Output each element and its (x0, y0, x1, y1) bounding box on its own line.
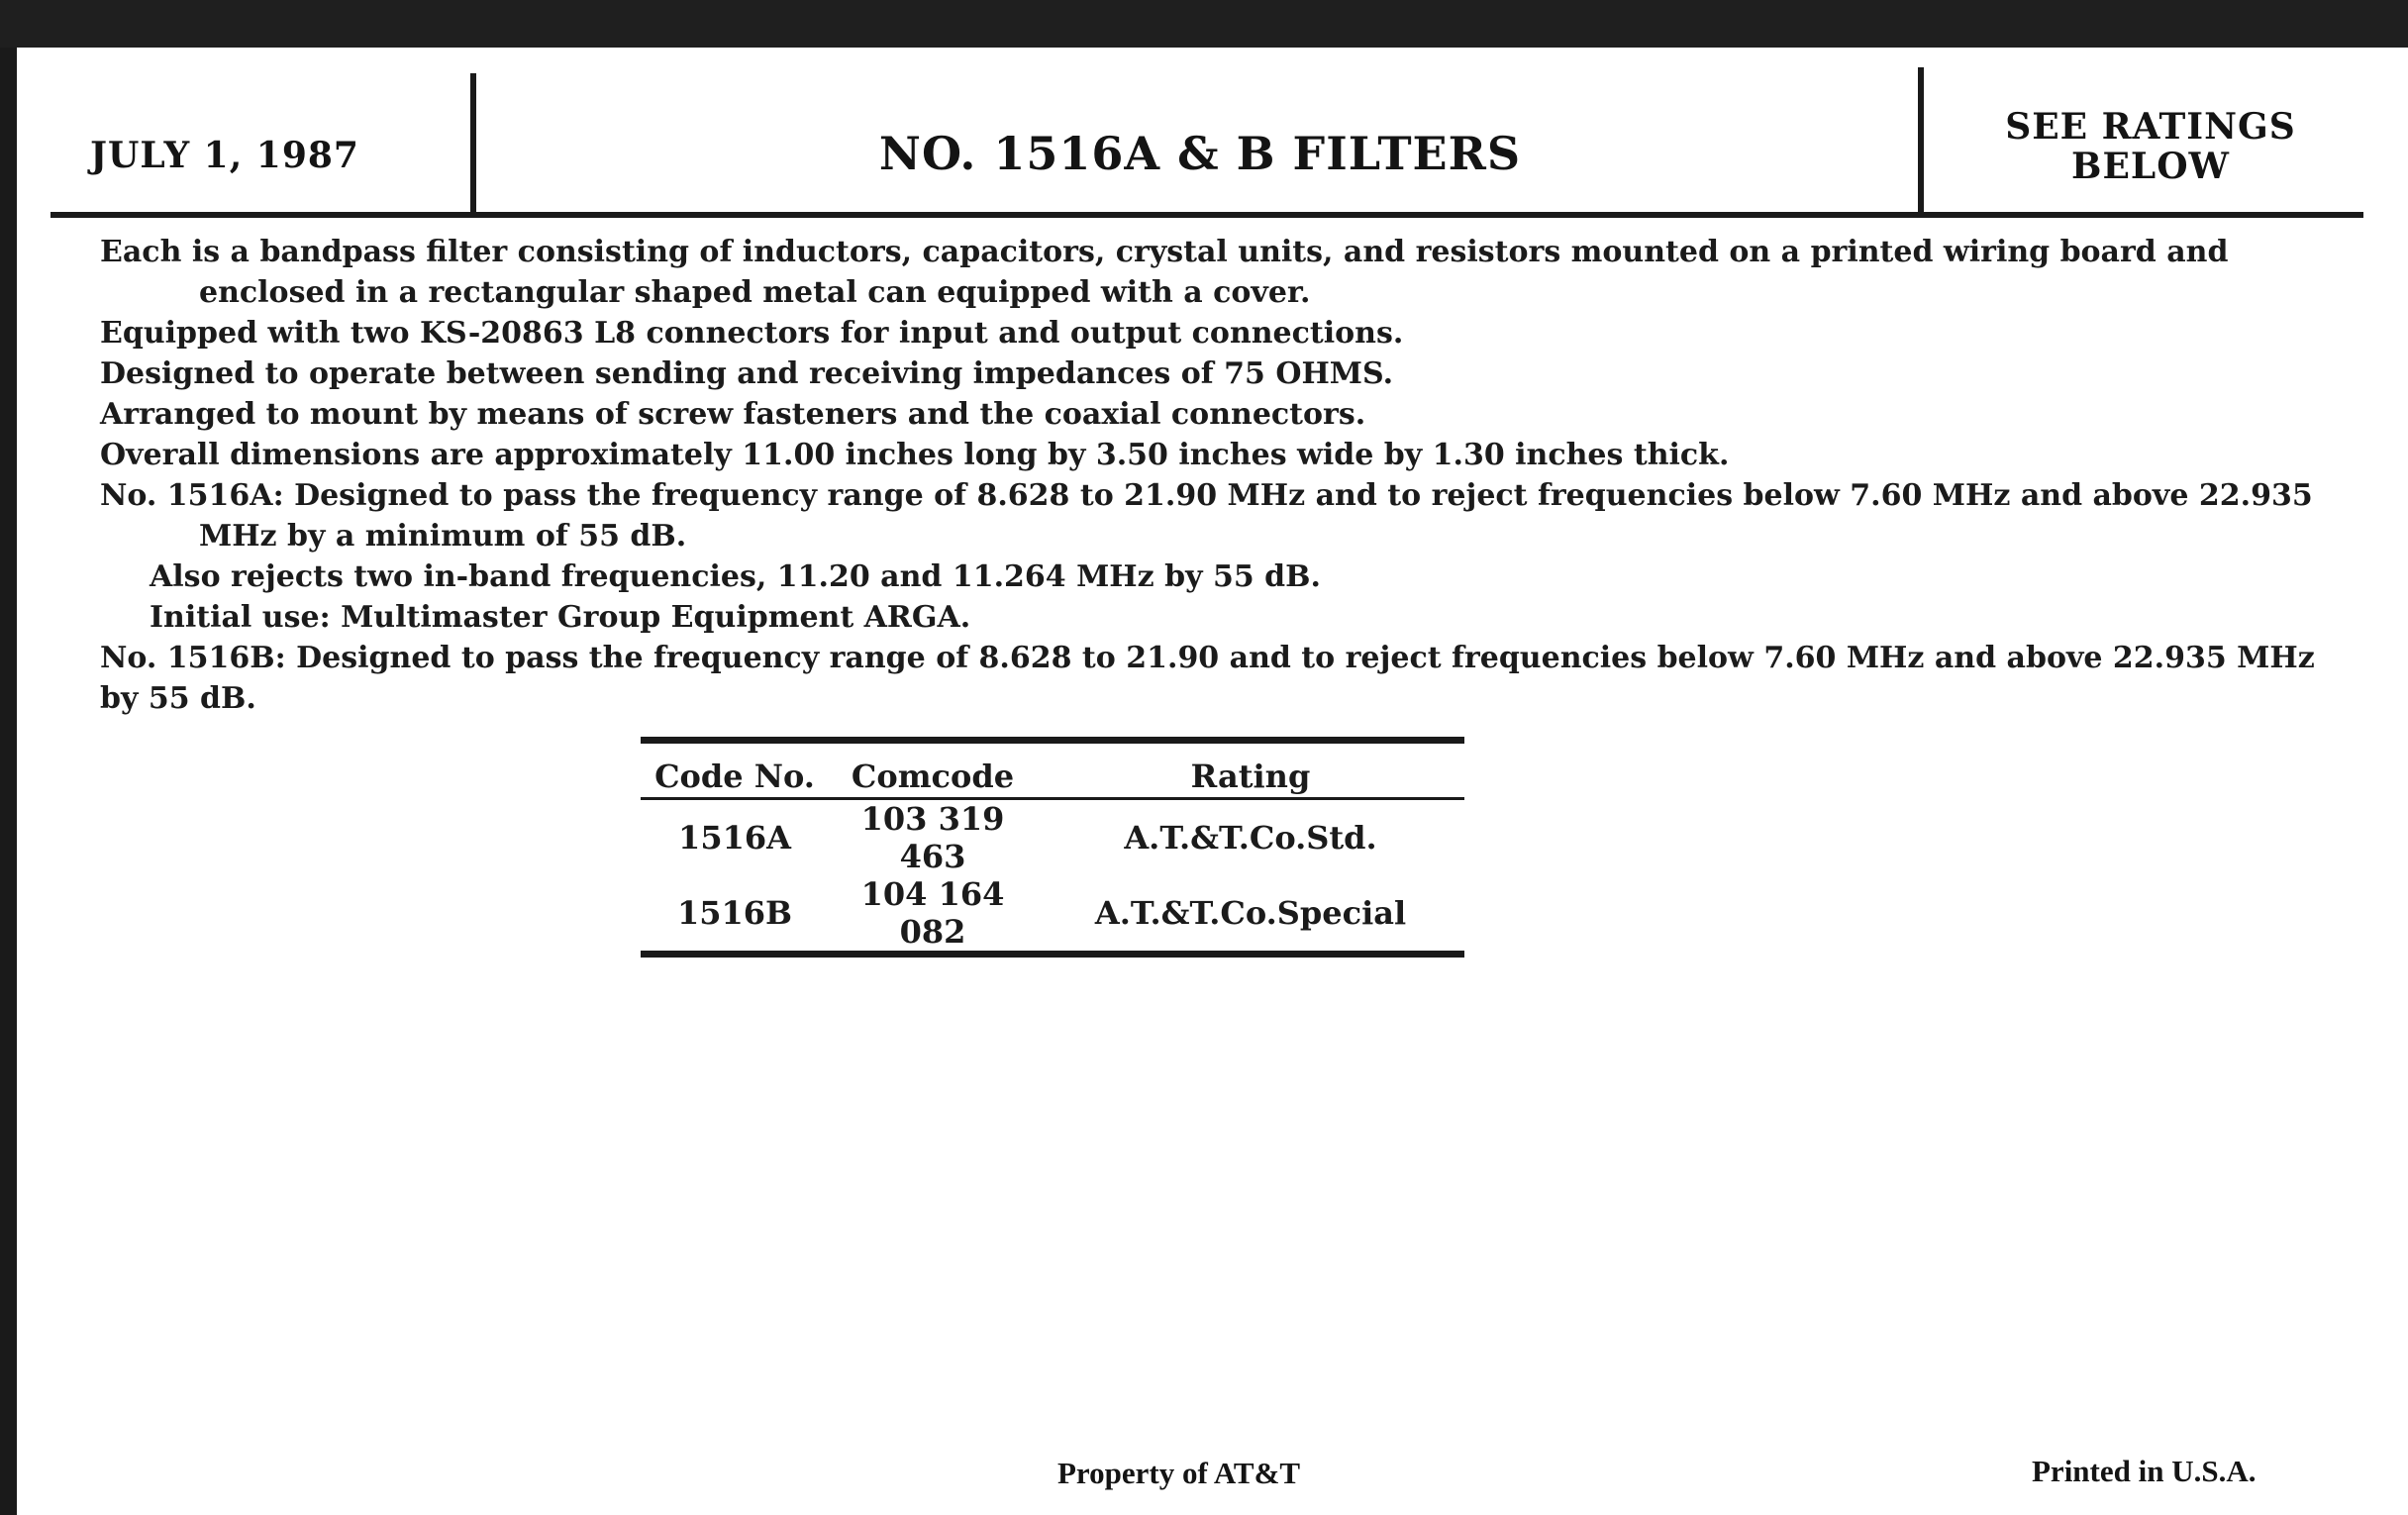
table-bottom-rule (641, 951, 1464, 958)
table-header-row (641, 744, 1464, 797)
footer-printed: Printed in U.S.A. (2032, 1454, 2257, 1488)
rating-note-line1: SEE RATINGS (2005, 106, 2296, 148)
paragraph-1516a-inband: Also rejects two in-band frequencies, 11.20 and 11.264 MHz by 55 dB. (150, 559, 1321, 594)
page-title: NO. 1516A & B FILTERS (878, 127, 1522, 180)
paragraph-connectors: Equipped with two KS-20863 L8 connectors for input and output connections. (100, 316, 1404, 351)
ratings-table-body (641, 800, 1464, 951)
rating-note-line2: BELOW (2071, 146, 2230, 187)
paragraph-dimensions: Overall dimensions are approximately 11.00 inches long by 3.50 inches wide by 1.30 inches thick. (100, 438, 1730, 472)
header-divider-left (470, 73, 476, 216)
paragraph-impedance: Designed to operate between sending and receiving impedances of 75 OHMS. (100, 356, 1394, 391)
table-top-rule (641, 737, 1464, 744)
paragraph-mounting: Arranged to mount by means of screw fasteners and the coaxial connectors. (100, 397, 1366, 432)
column-header-rating: Rating (1190, 758, 1311, 795)
cell-comcode: 103 319 463 (860, 800, 1005, 875)
paragraph-1516a-initial-use: Initial use: Multimaster Group Equipment ARGA. (150, 600, 971, 635)
cell-comcode: 104 164 082 (860, 875, 1005, 951)
description-body (100, 232, 2348, 719)
paragraph-1516a: No. 1516A: Designed to pass the frequency range of 8.628 to 21.90 MHz and to reject frequencies below 7.60 MHz and above 22.935 MHz by a minimum of 55 dB. (100, 478, 2313, 554)
scan-top-border (0, 0, 2408, 48)
cell-rating: A.T.&T.Co.Special (1094, 894, 1407, 932)
cell-code-no: 1516A (678, 819, 791, 857)
footer-property: Property of AT&T (1057, 1456, 1301, 1490)
cell-code-no: 1516B (676, 894, 793, 932)
document-card (17, 48, 2408, 1515)
table-row (641, 875, 1464, 951)
table-row (641, 800, 1464, 875)
rating-note (1928, 107, 2373, 186)
ratings-table (641, 737, 1464, 958)
paragraph-1516b: No. 1516B: Designed to pass the frequency range of 8.628 to 21.90 and to reject frequencies below 7.60 MHz and above 22.935 MHz by 55 dB. (100, 641, 2315, 716)
header-rule (50, 212, 2363, 218)
issue-date: JULY 1, 1987 (90, 135, 359, 176)
cell-rating: A.T.&T.Co.Std. (1124, 819, 1377, 857)
header-divider-right (1918, 67, 1924, 216)
paragraph-construction: Each is a bandpass filter consisting of inductors, capacitors, crystal units, and resistors mounted on a printed wiring board and enclosed in a rectangular shaped metal can equipped with a cover. (100, 235, 2229, 310)
column-header-code-no: Code No. (654, 758, 815, 795)
ratings-table-grid (641, 744, 1464, 797)
column-header-comcode: Comcode (851, 758, 1015, 795)
